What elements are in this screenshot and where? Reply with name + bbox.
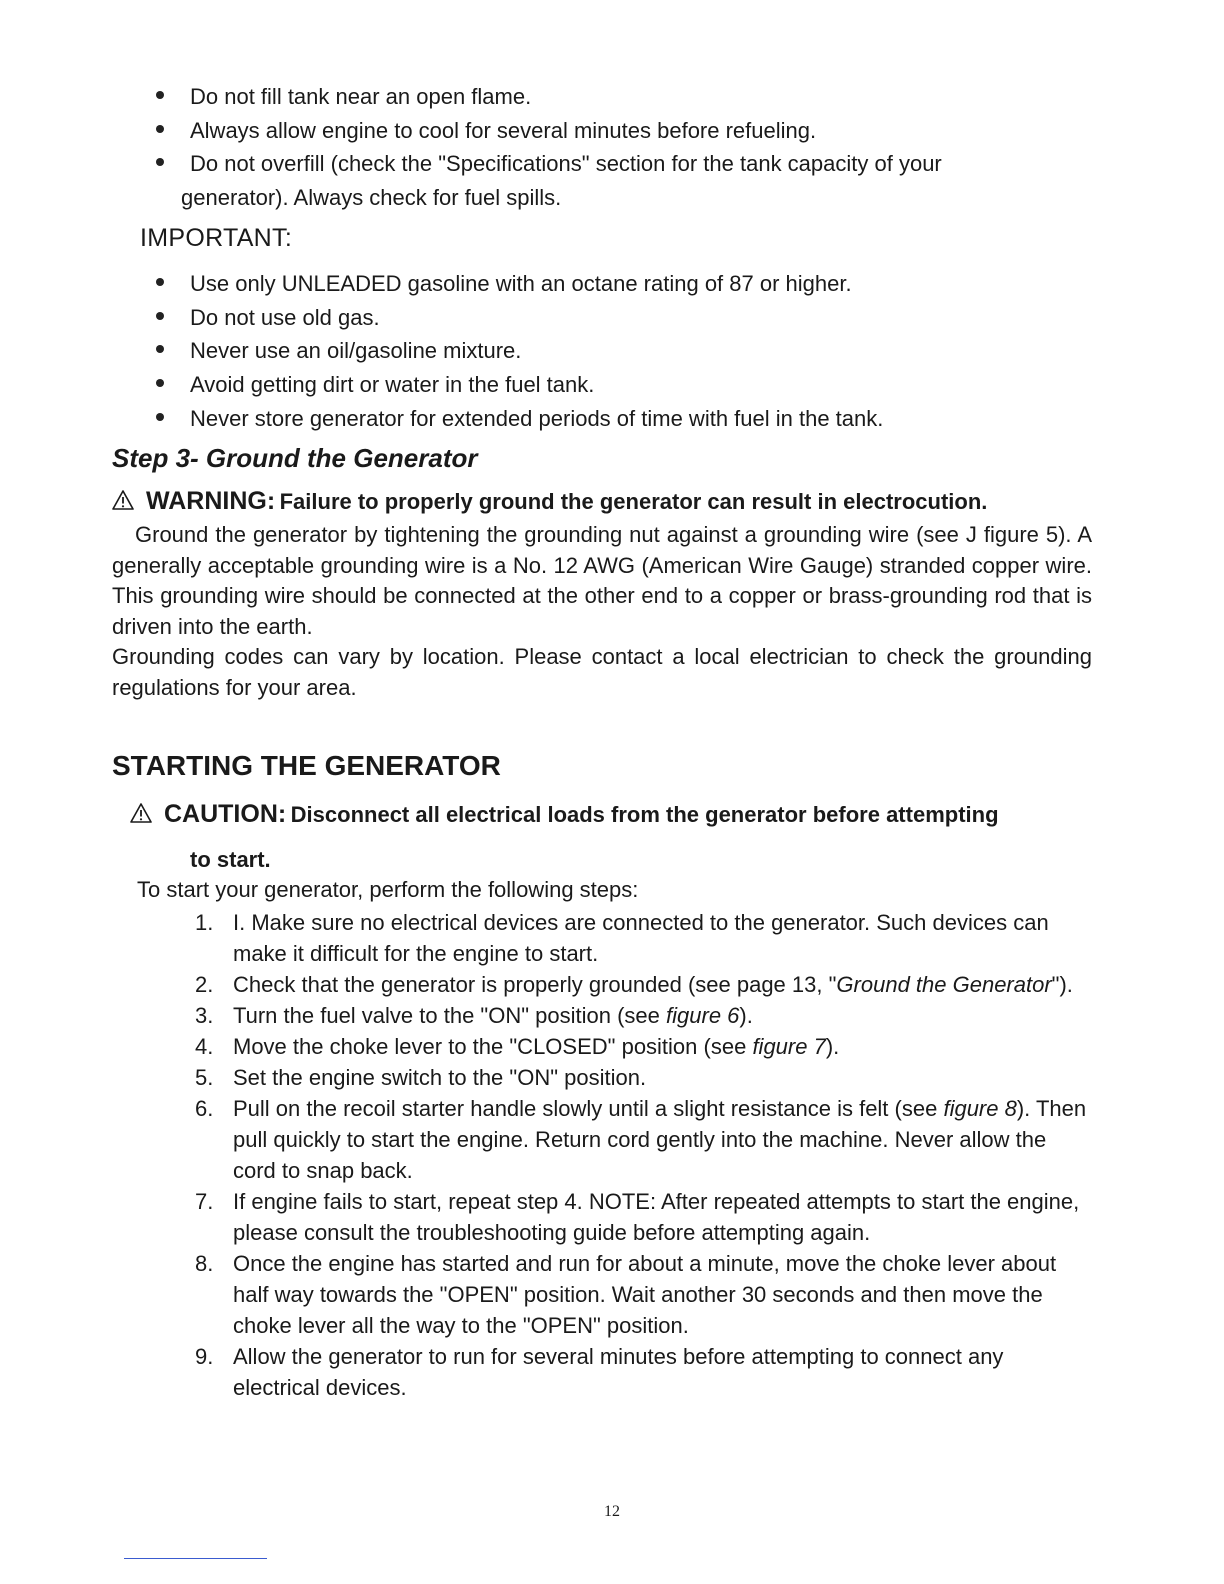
footnote-rule — [124, 1558, 267, 1559]
warning-notice — [112, 487, 987, 516]
list-item: 6. Pull on the recoil starter handle slowly until a slight resistance is felt (see figure 8). Then pull quickly to start the engine. Return cord gently into the machine. Never allow the cord to snap back. — [0, 1093, 1093, 1186]
caution-text: Disconnect all electrical loads from the generator before attempting — [290, 802, 999, 827]
bullet-icon — [156, 158, 164, 166]
caution-label: CAUTION: — [164, 800, 287, 828]
list-item: 3. Turn the fuel valve to the "ON" position (see figure 6). — [0, 1000, 1093, 1031]
steps-intro: To start your generator, perform the following steps: — [137, 877, 639, 902]
step-number: 1. — [195, 910, 214, 935]
important-label: IMPORTANT: — [140, 224, 293, 252]
list-item: Do not overfill (check the "Specifications" section for the tank capacity of your generator). Always check for fuel spills. — [0, 147, 1070, 214]
bullet-icon — [156, 312, 164, 320]
step-number: 6. — [195, 1096, 214, 1121]
warning-label: WARNING: — [146, 487, 276, 515]
bullet-icon — [156, 345, 164, 353]
section-title: STARTING THE GENERATOR — [112, 750, 501, 781]
step-number: 4. — [195, 1034, 214, 1059]
list-item: Use only UNLEADED gasoline with an octane rating of 87 or higher. — [0, 267, 1070, 301]
starting-steps-list — [0, 907, 1224, 1403]
list-item: Do not fill tank near an open flame. — [0, 80, 1070, 114]
bullet-icon — [156, 379, 164, 387]
list-item: Never use an oil/gasoline mixture. — [0, 334, 1070, 368]
bullet-icon — [156, 413, 164, 421]
list-item: 7. If engine fails to start, repeat step 4. NOTE: After repeated attempts to start the engine, please consult the troubleshooting guide before attempting again. — [0, 1186, 1093, 1248]
bullet-icon — [156, 278, 164, 286]
warning-triangle-icon — [112, 490, 134, 510]
step-number: 2. — [195, 972, 214, 997]
step-number: 3. — [195, 1003, 214, 1028]
step3-heading: Step 3- Ground the Generator — [112, 443, 478, 473]
grounding-instructions — [112, 520, 1092, 703]
step-number: 7. — [195, 1189, 214, 1214]
list-item: Always allow engine to cool for several minutes before refueling. — [0, 114, 1070, 148]
fuel-safety-list — [0, 80, 1224, 215]
page-number: 12 — [604, 1503, 620, 1520]
caution-notice — [130, 800, 999, 829]
list-item: 4. Move the choke lever to the "CLOSED" position (see figure 7). — [0, 1031, 1093, 1062]
list-item: 8. Once the engine has started and run for about a minute, move the choke lever about half way towards the "OPEN" position. Wait another 30 seconds and then move the choke lever all the way to the "OPEN" position. — [0, 1248, 1093, 1341]
list-item: 2. Check that the generator is properly grounded (see page 13, "Ground the Generator"). — [0, 969, 1093, 1000]
list-item: 9. Allow the generator to run for several minutes before attempting to connect any electrical devices. — [0, 1341, 1093, 1403]
list-item: Never store generator for extended periods of time with fuel in the tank. — [0, 402, 1070, 436]
bullet-icon — [156, 125, 164, 133]
list-item: Do not use old gas. — [0, 301, 1070, 335]
warning-text: Failure to properly ground the generator can result in electrocution. — [279, 489, 988, 514]
important-list — [0, 267, 1224, 436]
list-item: Avoid getting dirt or water in the fuel tank. — [0, 368, 1070, 402]
list-item: 1. I. Make sure no electrical devices are connected to the generator. Such devices can make it difficult for the engine to start. — [0, 907, 1093, 969]
bullet-icon — [156, 91, 164, 99]
warning-triangle-icon — [130, 803, 152, 823]
step-number: 9. — [195, 1344, 214, 1369]
step-number: 8. — [195, 1251, 214, 1276]
grounding-codes-paragraph: Grounding codes can vary by location. Please contact a local electrician to check the grounding regulations for your area. — [112, 644, 1092, 700]
caution-text-continued: to start. — [190, 847, 271, 872]
grounding-paragraph: Ground the generator by tightening the grounding nut against a grounding wire (see J figure 5). A generally acceptable grounding wire is a No. 12 AWG (American Wire Gauge) stranded copper wire. This grounding wire should be connected at the other end to a copper or brass-grounding rod that is driven into the earth. — [112, 522, 1092, 639]
list-item: 5. Set the engine switch to the "ON" position. — [0, 1062, 1093, 1093]
step-number: 5. — [195, 1065, 214, 1090]
